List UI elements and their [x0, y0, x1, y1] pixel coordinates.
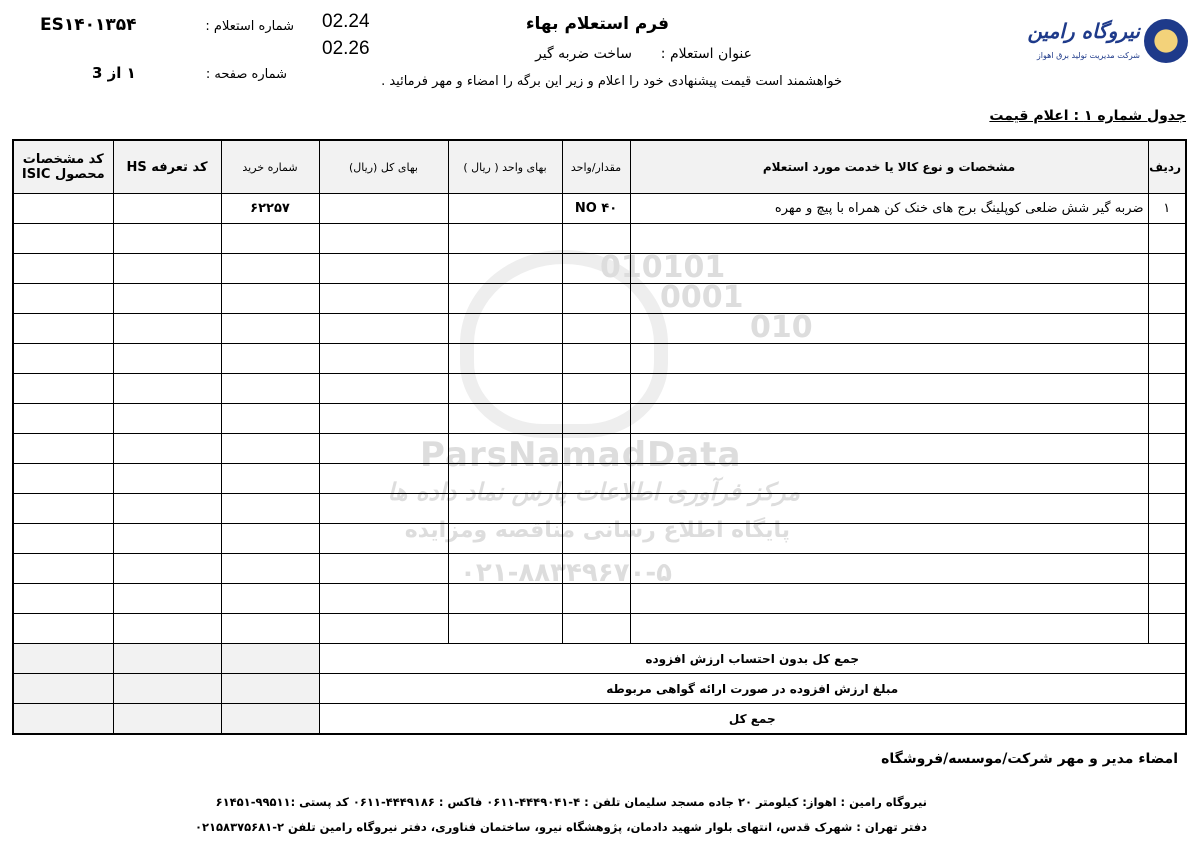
inquiry-no-value: ES۱۴۰۱۳۵۴	[40, 15, 137, 35]
table-row	[13, 374, 1186, 404]
table-row	[13, 404, 1186, 434]
logo-text: نیروگاه رامین	[1027, 19, 1140, 43]
form-title: فرم استعلام بهاء	[525, 14, 669, 34]
col-purchase-no: شماره خرید	[221, 140, 319, 194]
row1-isic-code[interactable]	[13, 194, 113, 224]
watermark-line2: پایگاه اطلاع رسانی مناقصه ومزایده	[404, 518, 790, 543]
totals-row-grand	[13, 704, 1186, 735]
grand-total-label: جمع کل	[319, 704, 1186, 735]
table-row	[13, 434, 1186, 464]
table-row	[13, 344, 1186, 374]
col-total-price: بهای کل (ریال)	[319, 140, 448, 194]
row1-index: ۱	[1148, 194, 1186, 224]
table-row	[13, 554, 1186, 584]
table-header-row	[13, 140, 1186, 194]
logo-emblem	[1144, 19, 1188, 63]
col-hs-code: کد تعرفه HS	[113, 140, 221, 194]
watermark-line1: مرکز فرآوری اطلاعات پارس نماد داده ها	[387, 478, 800, 506]
totals-row-without-vat	[13, 644, 1186, 674]
table-row	[13, 224, 1186, 254]
row1-description: ضربه گیر شش ضلعی کوپلینگ برج های خنک کن همراه با پیچ و مهره	[630, 194, 1148, 224]
col-quantity: مقدار/واحد	[562, 140, 630, 194]
sum-without-vat-label: جمع کل بدون احتساب ارزش افزوده	[319, 644, 1186, 674]
col-unit-price: بهای واحد ( ریال )	[448, 140, 562, 194]
request-text: خواهشمند است قیمت پیشنهادی خود را اعلام و زیر این برگه را امضاء و مهر فرمائید .	[381, 74, 842, 89]
totals-row-vat	[13, 674, 1186, 704]
row1-quantity: ۴۰ NO	[562, 194, 630, 224]
table-row	[13, 254, 1186, 284]
table-row	[13, 524, 1186, 554]
col-index: ردیف	[1148, 140, 1186, 194]
table-row	[13, 614, 1186, 644]
watermark-binary2: 0001	[660, 280, 744, 315]
inquiry-no-label: شماره استعلام :	[205, 19, 294, 34]
watermark-binary3: 010	[750, 310, 813, 345]
watermark-brand: ParsNamadData	[420, 435, 742, 475]
table-row	[13, 464, 1186, 494]
col-isic-code: کد مشخصات محصول ISIC	[13, 140, 113, 194]
table-row	[13, 314, 1186, 344]
date-2: 02.26	[322, 38, 370, 59]
vat-label: مبلغ ارزش افزوده در صورت ارائه گواهی مربوطه	[319, 674, 1186, 704]
page-no-label: شماره صفحه :	[205, 67, 287, 82]
row1-unit-price[interactable]	[448, 194, 562, 224]
table-row	[13, 584, 1186, 614]
row1-total-price[interactable]	[319, 194, 448, 224]
table-row	[13, 284, 1186, 314]
date-1: 02.24	[322, 11, 370, 32]
table-title: جدول شماره ۱ : اعلام قیمت	[989, 108, 1186, 124]
signature-label: امضاء مدیر و مهر شرکت/موسسه/فروشگاه	[881, 751, 1178, 767]
watermark-phone: ۰۲۱-۸۸۳۴۹۶۷۰-۵	[460, 558, 673, 588]
logo	[1027, 15, 1188, 75]
col-description: مشخصات و نوع کالا یا خدمت مورد استعلام	[630, 140, 1148, 194]
table-row	[13, 194, 1186, 224]
footer-line-2: دفتر تهران : شهرک قدس، انتهای بلوار شهید دادمان، پژوهشگاه نیرو، ساختمان فناوری، دفتر نیروگاه رامین تلفن ۲-۰۲۱۵۸۳۷۵۶۸۱	[194, 820, 927, 834]
logo-subtext: شرکت مدیریت تولید برق اهواز	[1036, 51, 1140, 60]
page-no-value: ۱ از 3	[92, 64, 136, 82]
watermark-binary1: 010101	[600, 250, 726, 285]
row1-hs-code[interactable]	[113, 194, 221, 224]
footer-line-1: نیروگاه رامین : اهواز: کیلومتر ۲۰ جاده مسجد سلیمان تلفن : ۴-۴۴۴۹۰۴۱-۰۶۱۱ فاکس : ۴۴۴۹۱۸۶-۰۶۱۱ کد پستی :۹۹۵۱۱-۶۱۴۵۱	[215, 795, 927, 809]
subject-value: ساخت ضربه گیر	[535, 46, 632, 62]
subject-label: عنوان استعلام :	[660, 46, 752, 62]
price-table	[12, 139, 1187, 735]
row1-purchase-no: ۶۲۲۵۷	[221, 194, 319, 224]
table-row	[13, 494, 1186, 524]
